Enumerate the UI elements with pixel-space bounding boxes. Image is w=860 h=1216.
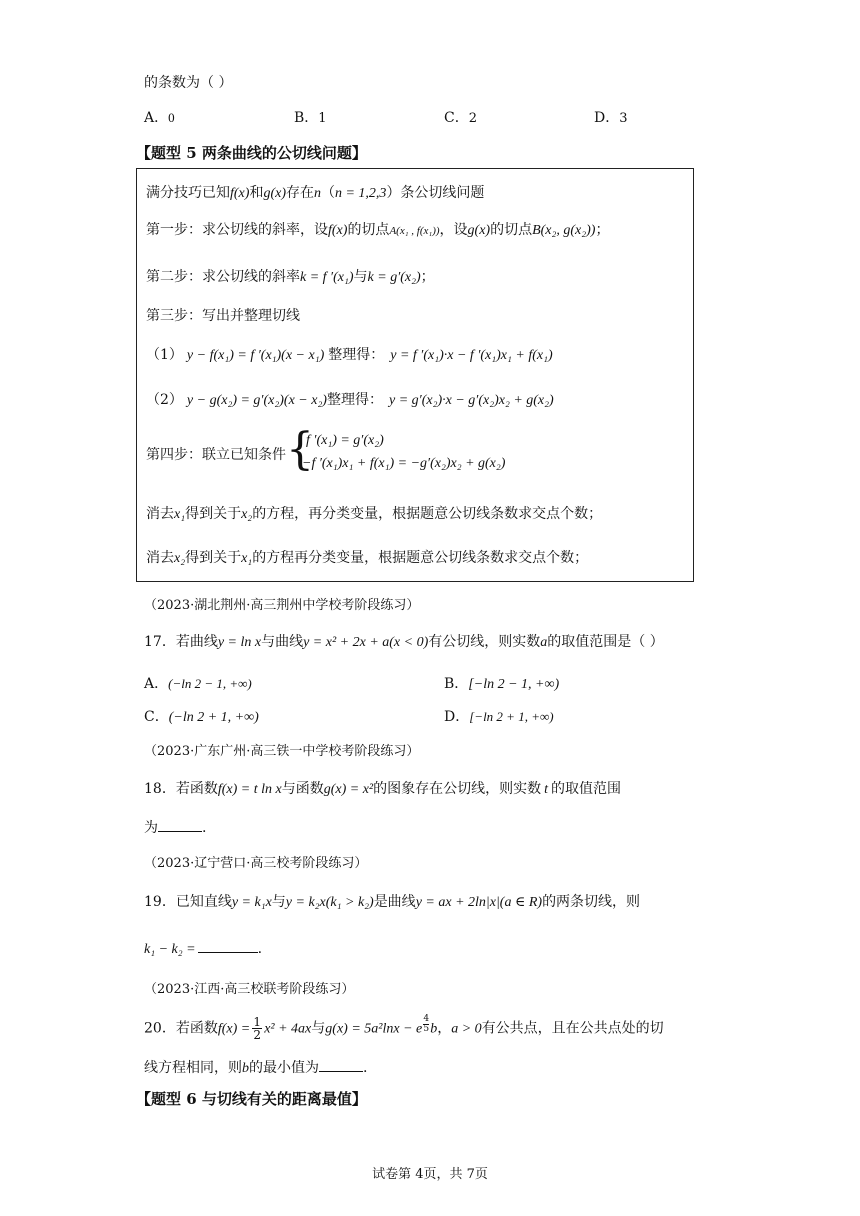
- question-17-option-b: B．[−ln 2 − 1, +∞): [444, 676, 560, 692]
- question-18-answer-line: 为 .: [144, 817, 206, 837]
- question-17-stem: 17．若曲线y = ln x与曲线y = x² + 2x + a(x < 0)有公切线，则实数a的取值范围是（ ）: [144, 634, 664, 650]
- method-step-3: 第三步：写出并整理切线: [146, 308, 300, 324]
- method-step-2: 第二步：求公切线的斜率k = f ′(x₁)与k = g′(x₂)；: [146, 269, 435, 285]
- method-eliminate-2: 消去x₂得到关于x₁的方程再分类变量，根据题意公切线条数求交点个数；: [146, 550, 589, 566]
- system-equation-2: −f ′(x₁)x₁ + f(x₁) = −g′(x₂)x₂ + g(x₂): [302, 456, 506, 471]
- question-18-source: （2023·广东广州·高三铁一中学校考阶段练习）: [144, 744, 420, 759]
- option-b: B．1: [294, 110, 327, 126]
- question-17-option-c: C．(−ln 2 + 1, +∞): [144, 709, 259, 725]
- method-intro: 满分技巧已知f(x)和g(x)存在n（n = 1,2,3）条公切线问题: [146, 185, 485, 201]
- fraction-denominator: 2: [253, 1028, 262, 1042]
- fraction-numerator: 1: [253, 1015, 262, 1029]
- question-20-answer-line: 线方程相同，则b的最小值为 .: [144, 1057, 367, 1077]
- method-equation-2: （2） y − g(x₂) = g′(x₂)(x − x₂)整理得： y = g′(x₂)·x − g′(x₂)x₂ + g(x₂): [146, 392, 554, 408]
- option-a: A．0: [144, 110, 175, 126]
- question-18-stem: 18．若函数f(x) = t ln x与函数g(x) = x²的图象存在公切线，则实数 t 的取值范围: [144, 781, 621, 797]
- answer-blank[interactable]: [198, 938, 258, 953]
- question-17-option-a: A．(−ln 2 − 1, +∞): [144, 676, 252, 692]
- section-heading-5: 【题型 5 两条曲线的公切线问题】: [136, 144, 367, 162]
- system-equation-1: f ′(x₁) = g′(x₂): [306, 433, 384, 448]
- question-17-source: （2023·湖北荆州·高三荆州中学校考阶段练习）: [144, 598, 420, 613]
- page-footer: 试卷第 4页，共 7页: [372, 1167, 488, 1182]
- question-19-answer-line: k₁ − k₂ = .: [144, 938, 262, 958]
- option-d: D．3: [594, 110, 628, 126]
- system-brace: {: [286, 424, 314, 475]
- exponent-denominator: 5: [423, 1023, 430, 1034]
- method-step-1: 第一步：求公切线的斜率，设f(x)的切点A(x₁ , f(x₁))，设g(x)的切点B(x₂, g(x₂))；: [146, 222, 610, 238]
- method-equation-1: （1） y − f(x₁) = f ′(x₁)(x − x₁) 整理得： y = f ′(x₁)·x − f ′(x₁)x₁ + f(x₁): [146, 347, 553, 363]
- question-17-option-d: D．[−ln 2 + 1, +∞): [444, 709, 554, 725]
- section-heading-6: 【题型 6 与切线有关的距离最值】: [136, 1090, 367, 1108]
- question-19-stem: 19．已知直线y = k₁x与y = k₂x(k₁ > k₂)是曲线y = ax + 2ln|x|(a ∈ R)的两条切线，则: [144, 894, 641, 910]
- question-continuation: 的条数为（ ）: [144, 75, 233, 91]
- answer-blank[interactable]: [158, 817, 202, 832]
- question-20-stem: 20．若函数f(x) = $\frac{1}{2}$ x² + 4ax与g(x) = 5a²lnx − e $\frac{4}{5}$ b，a > 0有公共点，且在公共点处的切: [144, 1013, 664, 1042]
- exponent-numerator: 4: [423, 1013, 430, 1024]
- option-c: C．2: [444, 110, 477, 126]
- answer-blank[interactable]: [319, 1057, 363, 1072]
- question-20-source: （2023·江西·高三校联考阶段练习）: [144, 982, 355, 997]
- method-eliminate-1: 消去x₁得到关于x₂的方程，再分类变量，根据题意公切线条数求交点个数；: [146, 506, 603, 522]
- question-19-source: （2023·辽宁营口·高三校考阶段练习）: [144, 856, 368, 871]
- method-step-4: 第四步：联立已知条件: [146, 447, 286, 463]
